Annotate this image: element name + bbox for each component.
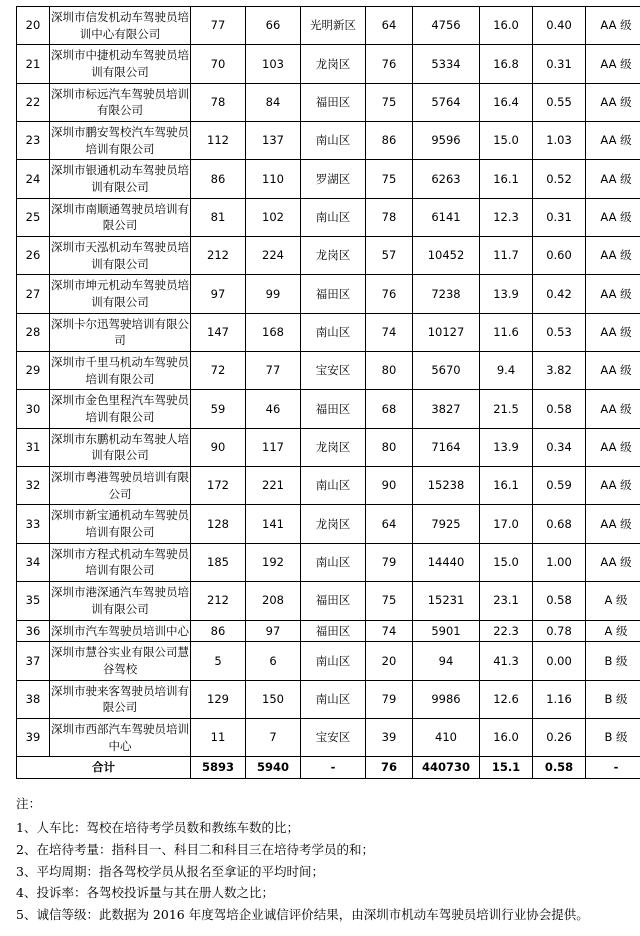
complaint-rate: 0.26	[533, 718, 586, 756]
table-row	[17, 83, 640, 121]
table-total-row	[17, 757, 640, 779]
district: 南山区	[301, 198, 366, 236]
credit-grade: B 级	[586, 718, 640, 756]
students-count: 86	[191, 620, 246, 642]
cars-count: 7	[246, 718, 301, 756]
school-name: 深圳市坤元机动车驾驶员培训有限公司	[50, 275, 191, 313]
school-name: 深圳市粤港驾驶员培训有限公司	[50, 467, 191, 505]
students-count: 172	[191, 467, 246, 505]
table-row	[17, 680, 640, 718]
students-count: 112	[191, 122, 246, 160]
district: 宝安区	[301, 352, 366, 390]
students-count: 97	[191, 275, 246, 313]
students-count: 212	[191, 582, 246, 620]
row-index: 29	[17, 352, 50, 390]
school-name: 深圳市中捷机动车驾驶员培训有限公司	[50, 45, 191, 83]
table-row	[17, 313, 640, 351]
total-credit-grade: -	[586, 757, 640, 779]
complaint-rate: 0.68	[533, 505, 586, 543]
row-index: 27	[17, 275, 50, 313]
row-index: 30	[17, 390, 50, 428]
cars-count: 224	[246, 237, 301, 275]
district: 龙岗区	[301, 237, 366, 275]
cars-count: 102	[246, 198, 301, 236]
credit-grade: B 级	[586, 680, 640, 718]
district: 龙岗区	[301, 45, 366, 83]
table-row	[17, 275, 640, 313]
footnote-item: 3、平均周期：指各驾校学员从报名至拿证的平均时间；	[16, 861, 624, 883]
complaint-rate: 1.16	[533, 680, 586, 718]
complaint-rate: 0.34	[533, 428, 586, 466]
average-cycle: 21.5	[480, 390, 533, 428]
average-cycle: 16.4	[480, 83, 533, 121]
row-index: 21	[17, 45, 50, 83]
district: 光明新区	[301, 7, 366, 45]
table-row	[17, 642, 640, 680]
complaint-rate: 0.31	[533, 45, 586, 83]
credit-grade: AA 级	[586, 45, 640, 83]
credit-grade: AA 级	[586, 352, 640, 390]
footnote-item: 2、在培待考量：指科目一、科目二和科目三在培待考学员的和；	[16, 839, 624, 861]
complaint-rate: 0.58	[533, 582, 586, 620]
person-car-ratio: 76	[366, 275, 413, 313]
table-row	[17, 505, 640, 543]
cars-count: 97	[246, 620, 301, 642]
district: 宝安区	[301, 718, 366, 756]
row-index: 28	[17, 313, 50, 351]
average-cycle: 16.1	[480, 160, 533, 198]
total-person-car-ratio: 76	[366, 757, 413, 779]
average-cycle: 16.0	[480, 718, 533, 756]
credit-grade: AA 级	[586, 198, 640, 236]
average-cycle: 12.6	[480, 680, 533, 718]
credit-grade: AA 级	[586, 160, 640, 198]
person-car-ratio: 90	[366, 467, 413, 505]
row-index: 26	[17, 237, 50, 275]
total-cars-count: 5940	[246, 757, 301, 779]
footnotes-title: 注：	[16, 793, 624, 815]
total-hours: 5670	[413, 352, 480, 390]
row-index: 22	[17, 83, 50, 121]
credit-grade: B 级	[586, 642, 640, 680]
cars-count: 168	[246, 313, 301, 351]
total-hours: 5901	[413, 620, 480, 642]
total-hours: 3827	[413, 390, 480, 428]
complaint-rate: 0.31	[533, 198, 586, 236]
district: 龙岗区	[301, 505, 366, 543]
credit-grade: AA 级	[586, 428, 640, 466]
students-count: 212	[191, 237, 246, 275]
person-car-ratio: 76	[366, 45, 413, 83]
row-index: 33	[17, 505, 50, 543]
total-hours: 5334	[413, 45, 480, 83]
school-name: 深圳市银通机动车驾驶员培训有限公司	[50, 160, 191, 198]
table-row	[17, 352, 640, 390]
average-cycle: 13.9	[480, 428, 533, 466]
cars-count: 221	[246, 467, 301, 505]
average-cycle: 16.0	[480, 7, 533, 45]
school-name: 深圳市慧谷实业有限公司慧谷驾校	[50, 642, 191, 680]
total-district: -	[301, 757, 366, 779]
credit-grade: AA 级	[586, 390, 640, 428]
average-cycle: 23.1	[480, 582, 533, 620]
average-cycle: 15.0	[480, 122, 533, 160]
total-average-cycle: 15.1	[480, 757, 533, 779]
school-name: 深圳市西部汽车驾驶员培训中心	[50, 718, 191, 756]
school-name: 深圳市驶来客驾驶员培训有限公司	[50, 680, 191, 718]
average-cycle: 17.0	[480, 505, 533, 543]
average-cycle: 11.7	[480, 237, 533, 275]
total-hours: 5764	[413, 83, 480, 121]
school-name: 深圳市东鹏机动车驾驶人培训有限公司	[50, 428, 191, 466]
students-count: 78	[191, 83, 246, 121]
cars-count: 208	[246, 582, 301, 620]
average-cycle: 9.4	[480, 352, 533, 390]
district: 福田区	[301, 275, 366, 313]
school-name: 深圳市天泓机动车驾驶员培训有限公司	[50, 237, 191, 275]
students-count: 5	[191, 642, 246, 680]
students-count: 72	[191, 352, 246, 390]
cars-count: 103	[246, 45, 301, 83]
row-index: 25	[17, 198, 50, 236]
district: 福田区	[301, 620, 366, 642]
credit-grade: AA 级	[586, 7, 640, 45]
driving-school-statistics-table	[16, 6, 640, 779]
cars-count: 137	[246, 122, 301, 160]
credit-grade: AA 级	[586, 313, 640, 351]
cars-count: 66	[246, 7, 301, 45]
table-body	[17, 7, 640, 779]
school-name: 深圳市鹏安驾校汽车驾驶员培训有限公司	[50, 122, 191, 160]
total-hours: 94	[413, 642, 480, 680]
table-row	[17, 620, 640, 642]
row-index: 34	[17, 543, 50, 581]
total-hours: 15238	[413, 467, 480, 505]
average-cycle: 13.9	[480, 275, 533, 313]
cars-count: 141	[246, 505, 301, 543]
cars-count: 110	[246, 160, 301, 198]
cars-count: 150	[246, 680, 301, 718]
students-count: 147	[191, 313, 246, 351]
total-hours: 7925	[413, 505, 480, 543]
complaint-rate: 0.78	[533, 620, 586, 642]
district: 南山区	[301, 642, 366, 680]
table-row	[17, 467, 640, 505]
cars-count: 77	[246, 352, 301, 390]
row-index: 23	[17, 122, 50, 160]
person-car-ratio: 79	[366, 543, 413, 581]
complaint-rate: 0.55	[533, 83, 586, 121]
district: 福田区	[301, 83, 366, 121]
complaint-rate: 0.60	[533, 237, 586, 275]
total-students-count: 5893	[191, 757, 246, 779]
district: 南山区	[301, 467, 366, 505]
person-car-ratio: 39	[366, 718, 413, 756]
school-name: 深圳卡尔迅驾驶培训有限公司	[50, 313, 191, 351]
complaint-rate: 0.59	[533, 467, 586, 505]
total-hours: 440730	[413, 757, 480, 779]
table-row	[17, 718, 640, 756]
credit-grade: AA 级	[586, 237, 640, 275]
students-count: 81	[191, 198, 246, 236]
district: 福田区	[301, 390, 366, 428]
total-hours: 9986	[413, 680, 480, 718]
complaint-rate: 0.53	[533, 313, 586, 351]
total-label: 合计	[17, 757, 191, 779]
complaint-rate: 3.82	[533, 352, 586, 390]
person-car-ratio: 74	[366, 620, 413, 642]
row-index: 37	[17, 642, 50, 680]
district: 南山区	[301, 543, 366, 581]
row-index: 32	[17, 467, 50, 505]
table-row	[17, 237, 640, 275]
person-car-ratio: 75	[366, 582, 413, 620]
table-row	[17, 543, 640, 581]
school-name: 深圳市方程式机动车驾驶员培训有限公司	[50, 543, 191, 581]
students-count: 129	[191, 680, 246, 718]
total-hours: 10127	[413, 313, 480, 351]
total-hours: 6141	[413, 198, 480, 236]
total-hours: 4756	[413, 7, 480, 45]
row-index: 24	[17, 160, 50, 198]
table-row	[17, 390, 640, 428]
cars-count: 192	[246, 543, 301, 581]
person-car-ratio: 75	[366, 160, 413, 198]
footnote-item: 4、投诉率：各驾校投诉量与其在册人数之比；	[16, 882, 624, 904]
average-cycle: 16.1	[480, 467, 533, 505]
row-index: 20	[17, 7, 50, 45]
district: 南山区	[301, 313, 366, 351]
cars-count: 84	[246, 83, 301, 121]
person-car-ratio: 86	[366, 122, 413, 160]
school-name: 深圳市港深通汽车驾驶员培训有限公司	[50, 582, 191, 620]
complaint-rate: 0.00	[533, 642, 586, 680]
school-name: 深圳市新宝通机动车驾驶员培训有限公司	[50, 505, 191, 543]
school-name: 深圳市千里马机动车驾驶员培训有限公司	[50, 352, 191, 390]
school-name: 深圳市信发机动车驾驶员培训中心有限公司	[50, 7, 191, 45]
total-hours: 9596	[413, 122, 480, 160]
students-count: 86	[191, 160, 246, 198]
average-cycle: 22.3	[480, 620, 533, 642]
average-cycle: 16.8	[480, 45, 533, 83]
complaint-rate: 0.40	[533, 7, 586, 45]
school-name: 深圳市南顺通驾驶员培训有限公司	[50, 198, 191, 236]
average-cycle: 15.0	[480, 543, 533, 581]
credit-grade: AA 级	[586, 543, 640, 581]
students-count: 59	[191, 390, 246, 428]
average-cycle: 12.3	[480, 198, 533, 236]
person-car-ratio: 68	[366, 390, 413, 428]
table-row	[17, 122, 640, 160]
total-hours: 410	[413, 718, 480, 756]
table-row	[17, 198, 640, 236]
total-hours: 10452	[413, 237, 480, 275]
person-car-ratio: 78	[366, 198, 413, 236]
person-car-ratio: 75	[366, 83, 413, 121]
footnote-item: 5、诚信等级：此数据为 2016 年度驾培企业诚信评价结果，由深圳市机动车驾驶员培训行业协会提供。	[16, 904, 624, 926]
table-row	[17, 160, 640, 198]
complaint-rate: 0.52	[533, 160, 586, 198]
footnote-item: 1、人车比：驾校在培待考学员数和教练车数的比；	[16, 817, 624, 839]
complaint-rate: 1.03	[533, 122, 586, 160]
person-car-ratio: 74	[366, 313, 413, 351]
school-name: 深圳市金色里程汽车驾驶员培训有限公司	[50, 390, 191, 428]
credit-grade: A 级	[586, 582, 640, 620]
table-row	[17, 7, 640, 45]
average-cycle: 11.6	[480, 313, 533, 351]
complaint-rate: 0.42	[533, 275, 586, 313]
students-count: 90	[191, 428, 246, 466]
students-count: 11	[191, 718, 246, 756]
footnotes	[16, 793, 624, 926]
cars-count: 99	[246, 275, 301, 313]
total-hours: 7164	[413, 428, 480, 466]
table-row	[17, 582, 640, 620]
row-index: 36	[17, 620, 50, 642]
total-hours: 6263	[413, 160, 480, 198]
table-row	[17, 428, 640, 466]
complaint-rate: 1.00	[533, 543, 586, 581]
total-hours: 15231	[413, 582, 480, 620]
person-car-ratio: 80	[366, 352, 413, 390]
credit-grade: AA 级	[586, 122, 640, 160]
row-index: 31	[17, 428, 50, 466]
students-count: 185	[191, 543, 246, 581]
credit-grade: AA 级	[586, 83, 640, 121]
person-car-ratio: 64	[366, 7, 413, 45]
total-hours: 14440	[413, 543, 480, 581]
person-car-ratio: 79	[366, 680, 413, 718]
credit-grade: AA 级	[586, 505, 640, 543]
credit-grade: A 级	[586, 620, 640, 642]
row-index: 39	[17, 718, 50, 756]
person-car-ratio: 57	[366, 237, 413, 275]
students-count: 70	[191, 45, 246, 83]
district: 南山区	[301, 680, 366, 718]
school-name: 深圳市标远汽车驾驶员培训有限公司	[50, 83, 191, 121]
district: 罗湖区	[301, 160, 366, 198]
person-car-ratio: 64	[366, 505, 413, 543]
district: 南山区	[301, 122, 366, 160]
school-name: 深圳市汽车驾驶员培训中心	[50, 620, 191, 642]
district: 福田区	[301, 582, 366, 620]
cars-count: 117	[246, 428, 301, 466]
cars-count: 46	[246, 390, 301, 428]
total-hours: 7238	[413, 275, 480, 313]
person-car-ratio: 80	[366, 428, 413, 466]
district: 龙岗区	[301, 428, 366, 466]
average-cycle: 41.3	[480, 642, 533, 680]
row-index: 38	[17, 680, 50, 718]
complaint-rate: 0.58	[533, 390, 586, 428]
row-index: 35	[17, 582, 50, 620]
students-count: 77	[191, 7, 246, 45]
person-car-ratio: 20	[366, 642, 413, 680]
credit-grade: AA 级	[586, 275, 640, 313]
cars-count: 6	[246, 642, 301, 680]
students-count: 128	[191, 505, 246, 543]
credit-grade: AA 级	[586, 467, 640, 505]
table-row	[17, 45, 640, 83]
total-complaint-rate: 0.58	[533, 757, 586, 779]
